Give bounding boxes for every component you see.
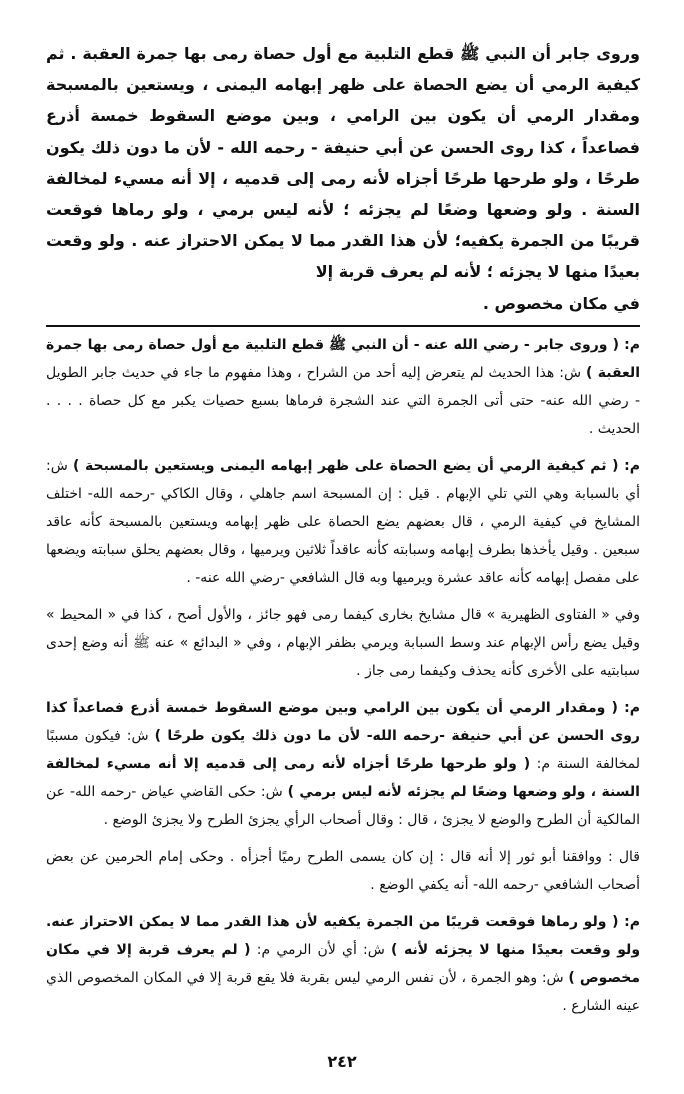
quoted-matn: م: ( وروى جابر - رضي الله عنه - أن النبي ﷺ قطع التلبية مع أول حصاة رمى بها جمرة العقبة ) <box>46 336 640 381</box>
commentary-paragraph-1 <box>46 331 640 443</box>
sharh-text: ش: أي بالسبابة وهي التي تلي الإبهام . قيل : إن المسبحة اسم جاهلي ، وقال الكاكي -رحمه الله- اختلف المشايخ في كيفية الرمي ، قال بعضهم يضع الحصاة على ظهر إبهامه ويستعين بالمسبحة كأنه عاقد سبعين . وقيل يأخذها بطرف إبهامه وسبابته كأنه عاقداً ثلاثين ويرميها ، وقال بعضهم يحلق سبابته ويضعها على مفصل إبهامه كأنه عاقد عشرة ويرميها وبه قال الشافعي -رضي الله عنه- . <box>46 457 640 586</box>
commentary <box>46 331 640 1020</box>
sharh-text: قال : ووافقنا أبو ثور إلا أنه قال : إن كان يسمى الطرح رميًا أجزأه . وحكى إمام الحرمين عن بعض أصحاب الشافعي -رحمه الله- أنه يكفي الوضع . <box>46 848 640 893</box>
commentary-paragraph-3 <box>46 601 640 685</box>
sharh-text: ش: أي لأن الرمي م: <box>256 941 385 958</box>
quoted-matn: م: ( ولو رماها فوقعت قريبًا من الجمرة يكفيه لأن هذا القدر مما لا يمكن الاحتراز عنه. ولو وقعت بعيدًا منها لا يجزئه لأنه ) <box>46 913 641 958</box>
quoted-matn: م: ( ومقدار الرمي أن يكون بين الرامي وبين موضع السقوط خمسة أذرع فصاعداً كذا روى الحسن عن أبي حنيفة -رحمه الله- لأن ما دون ذلك يكون طرحًا ) <box>46 699 640 744</box>
sharh-text: ش: فيكون مسببًا لمخالفة السنة م: <box>46 727 640 772</box>
page-number: ٢٤٢ <box>327 1052 357 1071</box>
commentary-paragraph-2 <box>46 452 640 592</box>
quoted-matn: ( لم يعرف قربة إلا في مكان مخصوص ) <box>46 941 640 986</box>
main-text <box>46 38 640 319</box>
commentary-paragraph-6 <box>46 908 640 1020</box>
sharh-text: ش: حكى القاضي عياض -رحمه الله- عن المالكية أن الطرح والوضع لا يجزئ ، قال : وقال أصحاب الرأي يجزئ الطرح ولا يجزئ الوضع . <box>46 783 640 828</box>
footnote-separator <box>46 325 640 327</box>
sharh-text: ش: هذا الحديث لم يتعرض إليه أحد من الشراح ، وهذا مفهوم ما جاء في حديث جابر الطويل - رضي الله عنه- حتى أتى الجمرة التي عند الشجرة فرماها بسبع حصيات يكبر مع كل حصاة . . . . الحديث . <box>46 364 640 437</box>
main-text-body: وروى جابر أن النبي ﷺ قطع التلبية مع أول حصاة رمى بها جمرة العقبة . ثم كيفية الرمي أن يضع الحصاة على ظهر إبهامه اليمنى ، ويستعين بالمسبحة ومقدار الرمي أن يكون بين الرامي ، وبين موضع السقوط خمسة أذرع فصاعداً ، كذا روى الحسن عن أبي حنيفة - رحمه الله - لأن ما دون ذلك يكون طرحًا ، ولو طرحها طرحًا أجزاه لأنه رمى إلى قدميه ، إلا أنه مسيء لمخالفة السنة . ولو وضعها وضعًا لم يجزئه ؛ لأنه ليس برمي ، ولو رماها فوقعت قريبًا من الجمرة يكفيه؛ لأن هذا القدر مما لا يمكن الاحتراز عنه . ولو وقعت بعيدًا منها لا يجزئه ؛ لأنه لم يعرف قربة إلا <box>46 44 640 282</box>
commentary-paragraph-4 <box>46 694 640 834</box>
quoted-matn: م: ( ثم كيفية الرمي أن يضع الحصاة على ظهر إبهامه اليمنى ويستعين بالمسبحة ) <box>73 457 640 474</box>
sharh-text: ش: وهو الجمرة ، لأن نفس الرمي ليس بقربة فلا يقع قربة إلا في المكان المخصوص الذي عينه الشارع . <box>46 969 640 1014</box>
main-text-last-line: في مكان مخصوص . <box>482 293 640 313</box>
quoted-matn: ( ولو طرحها طرحًا أجزاه لأنه رمى إلى قدميه إلا أنه مسيء لمخالفة السنة ، ولو وضعها وضعًا لم يجزئه لأنه ليس برمي ) <box>46 755 640 800</box>
sharh-text: وفي « الفتاوى الظهيرية » قال مشايخ بخارى كيفما رمى فهو جائز ، والأول أصح ، كذا في « المحيط » وقيل يضع رأس الإبهام عند وسط السبابة ويرمي بظفر الإبهام ، وفي « البدائع » عنه ﷺ أنه وضع إحدى سبابتيه على الأخرى كأنه يحذف وكيفما رمى جاز . <box>46 606 640 679</box>
commentary-paragraph-5 <box>46 843 640 899</box>
